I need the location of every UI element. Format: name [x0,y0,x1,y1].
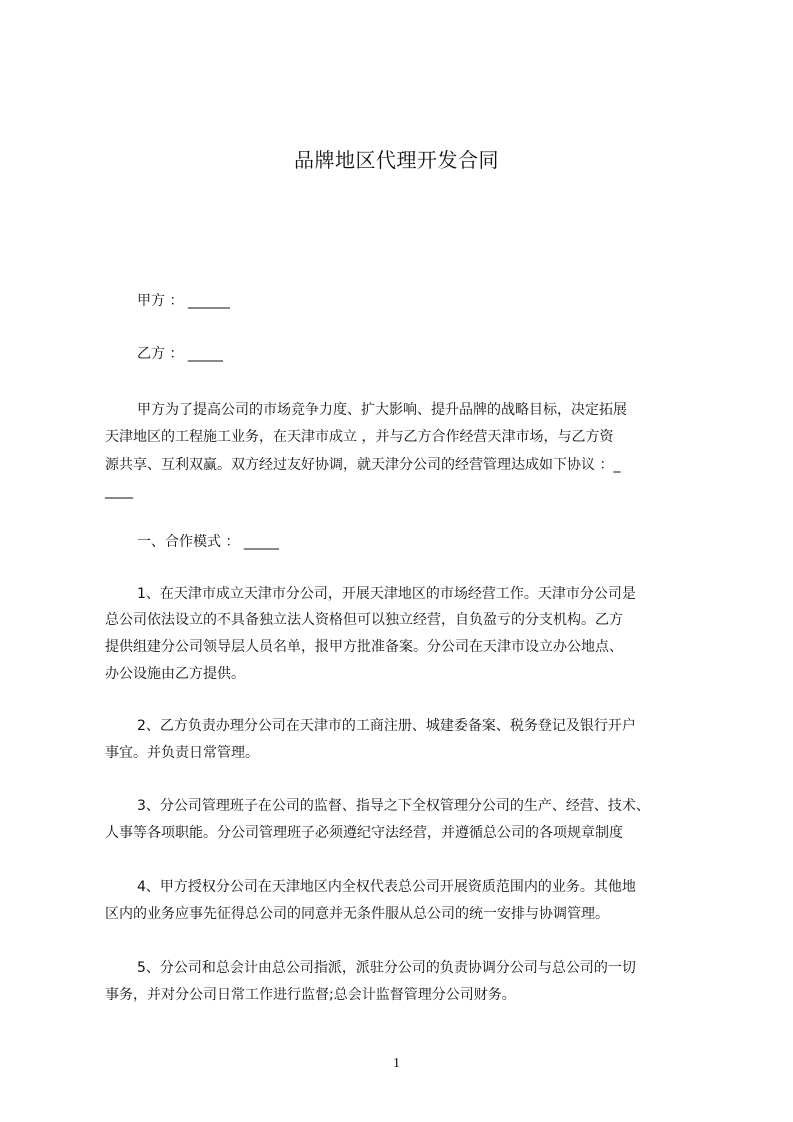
clause-2-line-1: 2、乙方负责办理分公司在天津市的工商注册、城建委备案、税务登记及银行开户 [137,718,636,734]
clause-5-line-2: 事务，并对分公司日常工作进行监督;总会计监督管理分公司财务。 [105,987,516,1003]
clause-3-line-2: 人事等各项职能。分公司管理班子必须遵纪守法经营，并遵循总公司的各项规章制度 [105,825,623,841]
intro-line-1: 甲方为了提高公司的市场竞争力度、扩大影响、提升品牌的战略目标，决定拓展 [137,402,627,418]
party-a-blank: ______ [187,293,230,309]
intro-line-2: 天津地区的工程施工业务，在天津市成立 ，并与乙方合作经营天津市场，与乙方资 [105,429,614,445]
clause-1-line-3: 提供组建分公司领导层人员名单，报甲方批准备案。分公司在天津市设立办公地点、 [105,639,623,655]
clause-3-line-1: 3、分公司管理班子在公司的监督、指导之下全权管理分公司的生产、经营、技术、 [137,798,650,814]
intro-line-4: ____ [105,483,133,499]
section-1-blank: _____ [243,534,279,550]
clause-1-line-1: 1、在天津市成立天津市分公司，开展天津地区的市场经营工作。天津市分公司是 [137,586,636,602]
clause-5-line-1: 5、分公司和总会计由总公司指派，派驻分公司的负责协调分公司与总公司的一切 [137,960,636,976]
page-number: 1 [393,1056,400,1071]
section-1-heading: 一、合作模式 ： [137,534,240,550]
party-b-line [137,345,223,363]
party-b-blank: _____ [187,346,223,362]
party-b-label: 乙方 ： [137,346,184,362]
party-a-line [137,292,230,310]
section-1-heading-line [137,533,279,551]
clause-1-line-2: 总公司依法设立的不具备独立法人资格但可以独立经营，自负盈亏的分支机构。乙方 [105,612,623,628]
document-title: 品牌地区代理开发合同 [294,148,499,172]
clause-2-line-2: 事宜。并负责日常管理。 [105,745,259,761]
clause-4-line-2: 区内的业务应事先征得总公司的同意并无条件服从总公司的统一安排与协调管理。 [105,906,609,922]
clause-4-line-1: 4、甲方授权分公司在天津地区内全权代表总公司开展资质范围内的业务。其他地 [137,879,636,895]
intro-line-3: 源共享、互利双赢。双方经过友好协调，就天津分公司的经营管理达成如下协议 ：_ [105,457,621,473]
party-a-label: 甲方 ： [137,293,184,309]
clause-1-line-4: 办公设施由乙方提供。 [105,666,245,682]
